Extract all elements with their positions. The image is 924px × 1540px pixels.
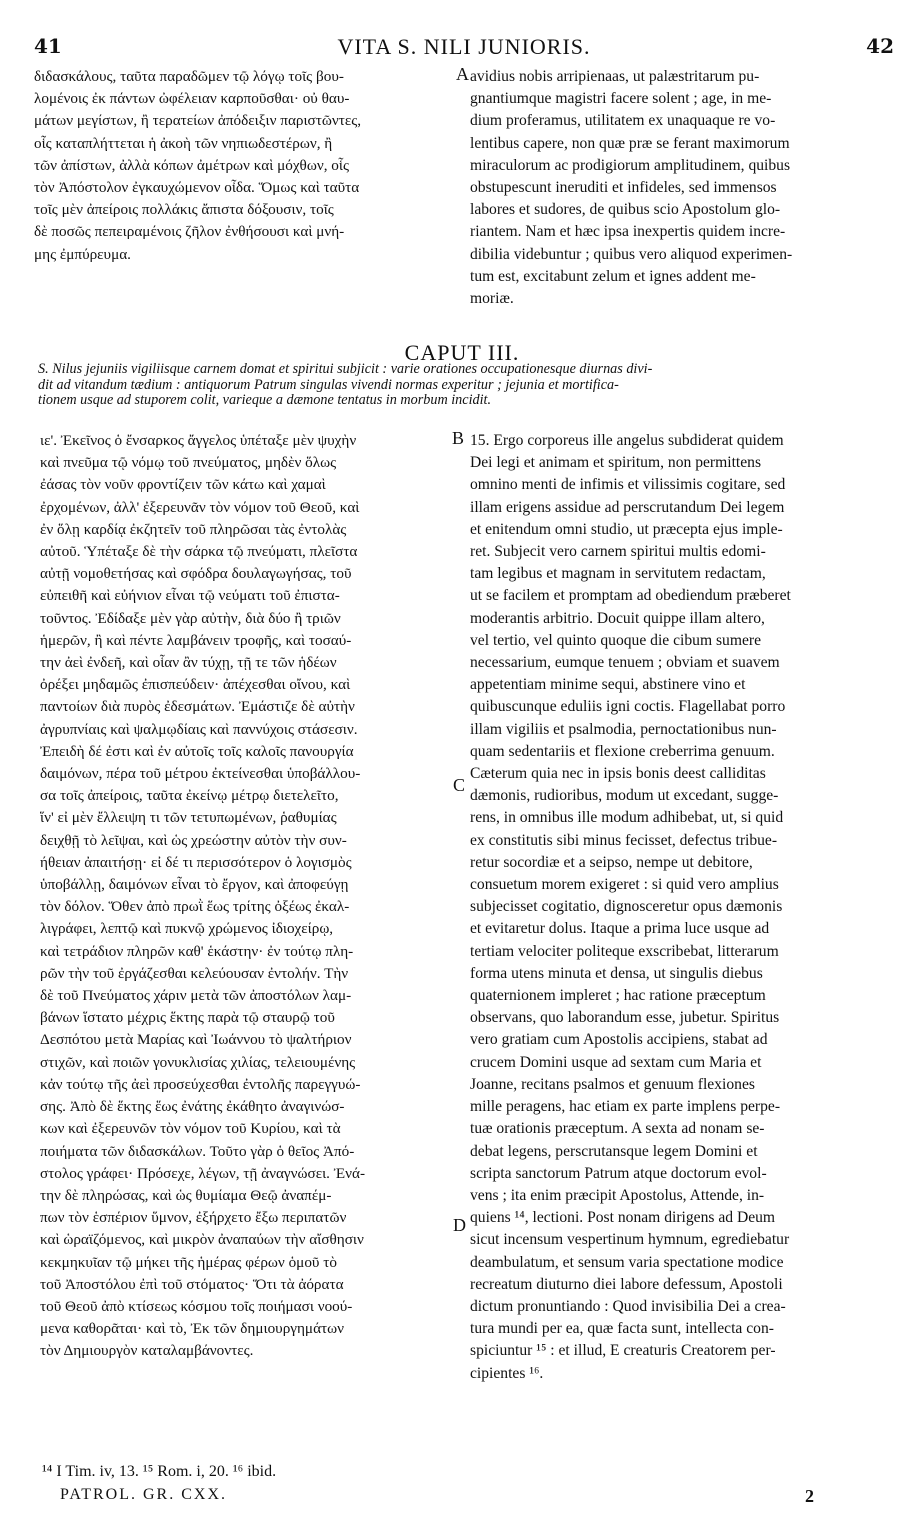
text-line: tionem usque ad stuporem colit, varieque a dæmone tentatus in morbum incidit. bbox=[38, 392, 492, 409]
text-line: δὲ τοῦ Πνεύματος χάριν μετὰ τῶν ἀποστόλων λαμ- bbox=[40, 987, 352, 1005]
text-line: μενα καθορᾶται· καὶ τὸ, Ἐκ τῶν δημιουργημάτων bbox=[40, 1320, 344, 1338]
text-line: ὀρέξει μηδαμῶς ἐπισπεύδειν· ἀπέχεσθαι οἴνου, καὶ bbox=[40, 676, 351, 694]
text-line: αὐτοῦ. Ὑπέταξε δὲ τὴν σάρκα τῷ πνεύματι, πλεῖστα bbox=[40, 543, 358, 561]
text-line: et enitendum omni studio, ut præcepta ejus imple- bbox=[470, 520, 783, 538]
text-line: gnantiumque magistri facere solent ; age, in me- bbox=[470, 90, 772, 108]
text-line: tura mundi per ea, quæ facta sunt, intellecta con- bbox=[470, 1320, 774, 1338]
text-line: forma utens minuta et densa, ut singulis diebus bbox=[470, 964, 763, 982]
text-line: quiens ¹⁴, lectioni. Post nonam dirigens ad Deum bbox=[470, 1209, 776, 1227]
text-line: vero gratiam cum Apostolis accipiens, stabat ad bbox=[470, 1031, 768, 1049]
text-line: dibilia videbuntur ; quibus vero aliquod experimen- bbox=[470, 245, 793, 263]
text-line: τοῦ Θεοῦ ἀπὸ κτίσεως κόσμου τοῖς ποιήμασι νοού- bbox=[40, 1297, 353, 1315]
text-line: lentibus capere, non quæ præ se ferant maximorum bbox=[470, 134, 790, 152]
latin-text-main bbox=[470, 430, 902, 1385]
text-line: στιχῶν, καὶ ποιῶν γονυκλισίας χιλίας, τελειουμένης bbox=[40, 1053, 356, 1071]
text-line: vens ; ita enim præcipit Apostolus, Attende, in- bbox=[470, 1186, 765, 1204]
text-line: μης ἐμπύρευμα. bbox=[34, 245, 131, 263]
text-line: κων καὶ ἐξερευνῶν τὸν νόμον τοῦ Κυρίου, καὶ τὰ bbox=[40, 1120, 341, 1138]
text-line: κεκμηκυῖαν τῷ μήκει τῆς ἡμέρας φέρων ὁμοῦ τὸ bbox=[40, 1253, 337, 1271]
text-line: moderantis arbitrio. Docuit quippe illam altero, bbox=[470, 609, 765, 627]
text-line: διδασκάλους, ταῦτα παραδῶμεν τῷ λόγῳ τοῖς βου- bbox=[34, 68, 344, 85]
text-line: την δὲ πληρώσας, καὶ ὡς θυμίαμα Θεῷ ἀναπέμ- bbox=[40, 1186, 332, 1204]
text-line: τὸν Ἀπόστολον ἐγκαυχώμενον οἶδα. Ὅμως καὶ ταῦτα bbox=[34, 179, 360, 197]
text-line: ἐν ὅλῃ καρδίᾳ ἐκζητεῖν τοῦ πληρῶσαι τὰς ἐντολὰς bbox=[40, 520, 347, 538]
text-line: δειχθῇ τὸ λεῖψαι, καὶ ὡς χρεώστην αὐτὸν τὴν συν- bbox=[40, 831, 347, 849]
text-line: την ἀεὶ ἐνδεῆ, καὶ οἷαν ἂν τύχῃ, τῇ τε τῶν ἡδέων bbox=[40, 654, 337, 672]
text-line: ποιήματα τῶν διδασκάλων. Τοῦτο γὰρ ὁ θεῖος Ἀπό- bbox=[40, 1142, 355, 1160]
greek-text-main bbox=[40, 430, 460, 1363]
text-line: quibuscunque eduliis igni coctis. Flagellabat porro bbox=[470, 698, 786, 716]
text-line: αὐτῇ νομοθετήσας καὶ σφόδρα δουλαγωγήσας, τοῦ bbox=[40, 565, 352, 583]
margin-marker-a: A bbox=[456, 64, 469, 84]
text-line: consuetum morem exigeret : si quid vero amplius bbox=[470, 876, 779, 894]
text-line: crucem Domini usque ad sextam cum Maria et bbox=[470, 1053, 762, 1071]
running-head bbox=[34, 34, 894, 60]
margin-marker-d: D bbox=[453, 1215, 466, 1235]
text-line: δαιμόνων, πέρα τοῦ μέτρου ἐκτείνεσθαι ὑποβάλλου- bbox=[40, 765, 361, 783]
text-line: retur socordiæ et a seipso, nempe ut debitore, bbox=[470, 853, 753, 871]
text-line: debat legens, perscrutansque legem Domini et bbox=[470, 1142, 758, 1160]
text-line: appetentiam minime sequi, abstinere vino et bbox=[470, 676, 746, 694]
text-line: avidius nobis arripienaas, ut palæstritarum pu- bbox=[470, 68, 760, 85]
text-line: καὶ τετράδιον πληρῶν καθ' ἑκάστην· ἐν τούτῳ πλη- bbox=[40, 942, 354, 960]
text-line: miraculorum ac prodigiorum amplitudinem, quibus bbox=[470, 156, 791, 174]
text-line: recreatum diuturno diei labore defessum, Apostoli bbox=[470, 1275, 783, 1293]
text-line: 15. Ergo corporeus ille angelus subdiderat quidem bbox=[470, 432, 784, 449]
text-line: mille peragens, hac etiam ex parte implens perpe- bbox=[470, 1098, 781, 1116]
text-line: illam erigens assidue ad perscrutandum Dei legem bbox=[470, 498, 785, 516]
text-line: tam legibus et magnam in servitutem redactam, bbox=[470, 565, 766, 583]
text-line: tuæ orationis præceptum. A sexta ad nonam se- bbox=[470, 1120, 765, 1138]
text-line: sicut incensum vespertinum hymnum, egrediebatur bbox=[470, 1231, 790, 1249]
text-line: σης. Ἀπὸ δὲ ἕκτης ἕως ἐνάτης ἐκάθητο ἀναγινώσ- bbox=[40, 1098, 345, 1116]
text-line: spiciuntur ¹⁵ : et illud, E creaturis Creatorem per- bbox=[470, 1342, 776, 1360]
text-line: et evitaretur dolus. Itaque a prima luce usque ad bbox=[470, 920, 770, 938]
text-line: οἷς καταπλήττεται ἡ ἀκοὴ τῶν νηπιωδεστέρων, ἢ bbox=[34, 134, 333, 152]
text-line: ex constitutis sibi minus fecisset, defectus tribue- bbox=[470, 831, 778, 849]
running-title: VITA S. NILI JUNIORIS. bbox=[337, 34, 591, 59]
text-line: Δεσπότου μετὰ Μαρίας καὶ Ἰωάννου τὸ ψαλτήριον bbox=[40, 1031, 352, 1049]
chapter-summary bbox=[38, 362, 894, 409]
latin-text-top bbox=[470, 66, 900, 310]
text-line: εὐπειθῆ καὶ εὐήνιον εἶναι τῷ νεύματι τοῦ ἐπιστα- bbox=[40, 587, 340, 605]
text-line: τὸν δόλον. Ὅθεν ἀπὸ πρωῒ ἕως τρίτης ὀξέως ἐκαλ- bbox=[40, 898, 350, 916]
text-line: rens, in omnibus ille modum adhibebat, ut, si quid bbox=[470, 809, 784, 827]
text-line: ὑποβάλλῃ, δαιμόνων εἶναι τὸ ἔργον, καὶ ἀποφεύγῃ bbox=[40, 876, 349, 894]
text-line: tertiam velociter politeque exscribebat, litterarum bbox=[470, 942, 779, 960]
text-line: καὶ πνεῦμα τῷ νόμῳ τοῦ πνεύματος, μηδὲν ὅλως bbox=[40, 454, 337, 472]
margin-marker-c: C bbox=[453, 775, 466, 795]
text-line: vel tertio, vel quinto quoque die cibum sumere bbox=[470, 631, 762, 649]
chapter-heading: CAPUT III. bbox=[404, 340, 520, 365]
text-line: dæmonis, rudioribus, modum ut excedant, sugge- bbox=[470, 787, 779, 805]
text-line: labores et sudores, de quibus scio Apostolum glo- bbox=[470, 201, 781, 219]
text-line: μάτων μεγίστων, ἢ τερατείων ἀπόδειξιν παριστῶντες, bbox=[34, 112, 362, 130]
text-line: dictum pronuntiando : Quod invisibilia Dei a crea- bbox=[470, 1297, 786, 1315]
text-line: τοῦ Ἀποστόλου ἐπὶ τοῦ στόματος· Ὅτι τὰ ἀόρατα bbox=[40, 1275, 344, 1293]
text-line: scripta sanctorum Patrum atque doctorum evol- bbox=[470, 1164, 767, 1182]
text-line: subjecisset cogitatio, dignosceretur opus dæmonis bbox=[470, 898, 783, 916]
text-line: quaternionem impleret ; hac ratione præceptum bbox=[470, 987, 766, 1005]
text-line: cipientes ¹⁶. bbox=[470, 1364, 544, 1382]
text-line: ut se facilem et promptam ad obediendum præberet bbox=[470, 587, 791, 605]
text-line: βάνων ἵστατο μέχρις ἕκτης παρὰ τῷ σταυρῷ τοῦ bbox=[40, 1009, 335, 1027]
text-line: ιε'. Ἐκεῖνος ὁ ἔνσαρκος ἄγγελος ὑπέταξε μὲν ψυχὴν bbox=[40, 432, 357, 449]
text-line: S. Nilus jejuniis vigiliisque carnem domat et spiritui subjicit : varie orationes occupationesque diurnas divi- bbox=[38, 361, 653, 377]
text-line: τὸν Δημιουργὸν καταλαμβάνοντες. bbox=[40, 1342, 254, 1360]
text-line: necessarium, eumque tenuem ; obviam et suavem bbox=[470, 654, 780, 672]
text-line: illam vigiliis et psalmodia, pernoctationibus nun- bbox=[470, 720, 777, 738]
text-line: ρῶν τὴν τοῦ ἐργάζεσθαι κελεύουσαν ἐντολήν. Τὴν bbox=[40, 964, 349, 982]
text-line: στολος γράφει· Πρόσεχε, λέγων, τῇ ἀναγνώσει. Ἐνά- bbox=[40, 1164, 365, 1182]
text-line: deambulatum, et sensum varia spectatione modice bbox=[470, 1253, 784, 1271]
text-line: τοῦντος. Ἐδίδαξε μὲν γὰρ αὐτὴν, διὰ δύο ἢ τριῶν bbox=[40, 609, 341, 627]
text-line: obstupescunt ineruditi et infideles, sed immensos bbox=[470, 179, 777, 197]
text-line: Dei legi et animam et spiritum, non permittens bbox=[470, 454, 762, 472]
text-line: ἡμερῶν, ἢ καὶ πέντε λαμβάνειν τροφῆς, καὶ τοσαύ- bbox=[40, 631, 352, 649]
text-line: ἵν' εἰ μὲν ἔλλειψη τι τῶν τετυπωμένων, ῥαθυμίας bbox=[40, 809, 337, 827]
greek-text-top bbox=[34, 66, 454, 266]
text-line: dium proferamus, utilitatem ex unaquaque re vo- bbox=[470, 112, 776, 130]
margin-marker-b: B bbox=[452, 428, 465, 448]
sheet-number: 2 bbox=[805, 1486, 814, 1506]
text-line: moriæ. bbox=[470, 290, 514, 308]
text-line: παντοίων διὰ πυρὸς ἐδεσμάτων. Ἐμάστιζε δὲ αὐτὴν bbox=[40, 698, 355, 716]
page-number-right: 42 bbox=[866, 34, 894, 58]
text-line: σα τοῖς ἀπείροις, ταῦτα ἐκείνῳ μέτρῳ διετελεῖτο, bbox=[40, 787, 339, 805]
text-line: καὶ ὡραϊζόμενος, καὶ μικρὸν ἀναπαύων τὴν αἴσθησιν bbox=[40, 1231, 364, 1249]
text-line: κἀν τούτῳ τῆς ἀεὶ προσεύχεσθαι ἐντολῆς παρεγγυώ- bbox=[40, 1075, 361, 1093]
text-line: dit ad vitandum tædium : antiquorum Patrum singulas vivendi normas experitur ; jejunia et mortifica- bbox=[38, 376, 619, 393]
text-line: ἐρχομένων, ἀλλ' ἐξερευνᾶν τὸν νόμον τοῦ Θεοῦ, καὶ bbox=[40, 498, 360, 516]
text-line: ήθειαν ἀπαιτήσῃ· εἰ δέ τι περισσότερον ὁ λογισμὸς bbox=[40, 853, 352, 871]
signature-mark: PATROL. GR. CXX. bbox=[60, 1486, 227, 1503]
text-line: λομένοις ἐκ πάντων ὠφέλειαν καρποῦσθαι· οὐ θαυ- bbox=[34, 90, 350, 108]
footnotes: ¹⁴ I Tim. iv, 13. ¹⁵ Rom. i, 20. ¹⁶ ibid. bbox=[42, 1463, 277, 1480]
text-line: quam sedentariis et flexione creberrima genuum. bbox=[470, 742, 775, 760]
text-line: omnino menti de infimis et vilissimis cogitare, sed bbox=[470, 476, 786, 494]
text-line: observans, quo laborandum esse, jubetur. Spiritus bbox=[470, 1009, 780, 1027]
text-line: ἀγρυπνίαις καὶ ψαλμῳδίαις καὶ παννύχοις στάσεσιν. bbox=[40, 720, 358, 738]
text-line: Cæterum quia nec in ipsis bonis deest calliditas bbox=[470, 765, 766, 783]
text-line: τοῖς μὲν ἀπείροις πολλάκις ἄπιστα δόξουσιν, τοῖς bbox=[34, 201, 334, 219]
page-number-left: 41 bbox=[34, 34, 62, 58]
text-line: Joanne, recitans psalmos et genuum flexiones bbox=[470, 1075, 755, 1093]
text-line: λιγράφει, λεπτῷ καὶ πυκνῷ χρώμενος ἰδιοχείρῳ, bbox=[40, 920, 334, 938]
text-line: τῶν ἀπίστων, ἀλλὰ κόπων ἀμέτρων καὶ μόχθων, οἷς bbox=[34, 156, 349, 174]
text-line: ἐάσας τὸν νοῦν φροντίζειν τῶν κάτω καὶ χαμαὶ bbox=[40, 476, 326, 494]
text-line: Ἐπειδὴ δέ ἐστι καὶ ἐν αὐτοῖς τοῖς καλοῖς πανουργία bbox=[40, 742, 354, 760]
text-line: δὲ ποσῶς πεπειραμένοις ζῆλον ἐνθήσουσι καὶ μνή- bbox=[34, 223, 345, 241]
text-line: riantem. Nam et hæc ipsa inexpertis quidem incre- bbox=[470, 223, 786, 241]
text-line: tum est, excitabunt zelum et ignes addent me- bbox=[470, 267, 756, 285]
text-line: πων τὸν ἑσπέριον ὕμνον, ἐξήρχετο ἔξω περιπατῶν bbox=[40, 1209, 347, 1227]
text-line: ret. Subjecit vero carnem spiritui multis edomi- bbox=[470, 543, 766, 561]
